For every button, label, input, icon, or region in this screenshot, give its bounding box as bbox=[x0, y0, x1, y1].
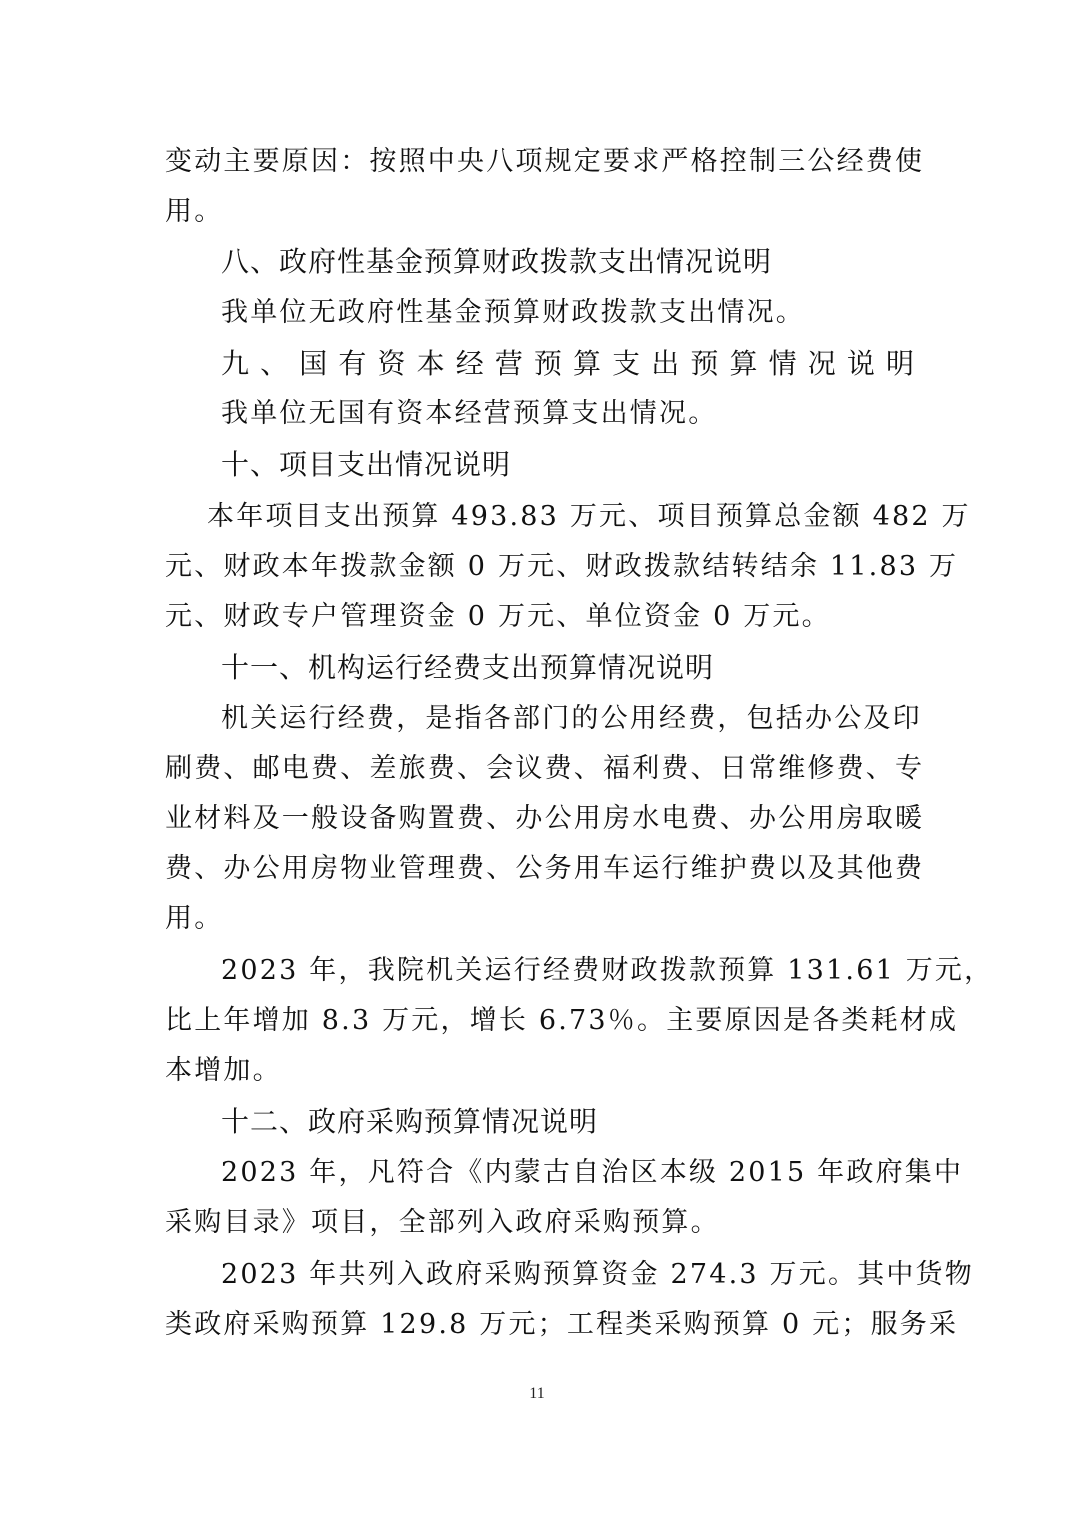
paragraph-line: 费、办公用房物业管理费、公务用车运行维护费以及其他费 bbox=[165, 853, 925, 884]
section-heading-10: 十、项目支出情况说明 bbox=[221, 448, 512, 481]
paragraph-line: 元、财政专户管理资金 0 万元、单位资金 0 万元。 bbox=[165, 601, 831, 632]
paragraph-line: 采购目录》项目，全部列入政府采购预算。 bbox=[165, 1207, 720, 1238]
paragraph-line: 刷费、邮电费、差旅费、会议费、福利费、日常维修费、专 bbox=[165, 753, 925, 784]
paragraph-line: 本年项目支出预算 493.83 万元、项目预算总金额 482 万 bbox=[207, 501, 971, 532]
paragraph-line: 比上年增加 8.3 万元，增长 6.73％。主要原因是各类耗材成 bbox=[165, 1005, 959, 1036]
paragraph-line: 本增加。 bbox=[165, 1055, 282, 1086]
paragraph-line: 元、财政本年拨款金额 0 万元、财政拨款结转结余 11.83 万 bbox=[165, 551, 959, 582]
paragraph-line: 2023 年共列入政府采购预算资金 274.3 万元。其中货物 bbox=[221, 1259, 974, 1290]
page-number: 11 bbox=[529, 1385, 545, 1402]
paragraph-line: 变动主要原因：按照中央八项规定要求严格控制三公经费使 bbox=[165, 146, 925, 177]
paragraph-line: 机关运行经费，是指各部门的公用经费，包括办公及印 bbox=[221, 703, 922, 734]
paragraph-line: 我单位无国有资本经营预算支出情况。 bbox=[221, 398, 718, 429]
section-heading-11: 十一、机构运行经费支出预算情况说明 bbox=[221, 651, 715, 684]
paragraph-line: 业材料及一般设备购置费、办公用房水电费、办公用房取暖 bbox=[165, 803, 925, 834]
paragraph-line: 用。 bbox=[165, 903, 224, 934]
paragraph-line: 2023 年，凡符合《内蒙古自治区本级 2015 年政府集中 bbox=[221, 1157, 964, 1188]
paragraph-line: 类政府采购预算 129.8 万元；工程类采购预算 0 元；服务采 bbox=[165, 1309, 959, 1340]
paragraph-line: 我单位无政府性基金预算财政拨款支出情况。 bbox=[221, 297, 805, 328]
section-heading-9: 九、国有资本经营预算支出预算情况说明 bbox=[221, 347, 915, 380]
paragraph-line: 2023 年，我院机关运行经费财政拨款预算 131.61 万元， bbox=[221, 955, 994, 986]
section-heading-8: 八、政府性基金预算财政拨款支出情况说明 bbox=[221, 245, 773, 278]
section-heading-12: 十二、政府采购预算情况说明 bbox=[221, 1105, 599, 1138]
paragraph-line: 用。 bbox=[165, 196, 224, 227]
